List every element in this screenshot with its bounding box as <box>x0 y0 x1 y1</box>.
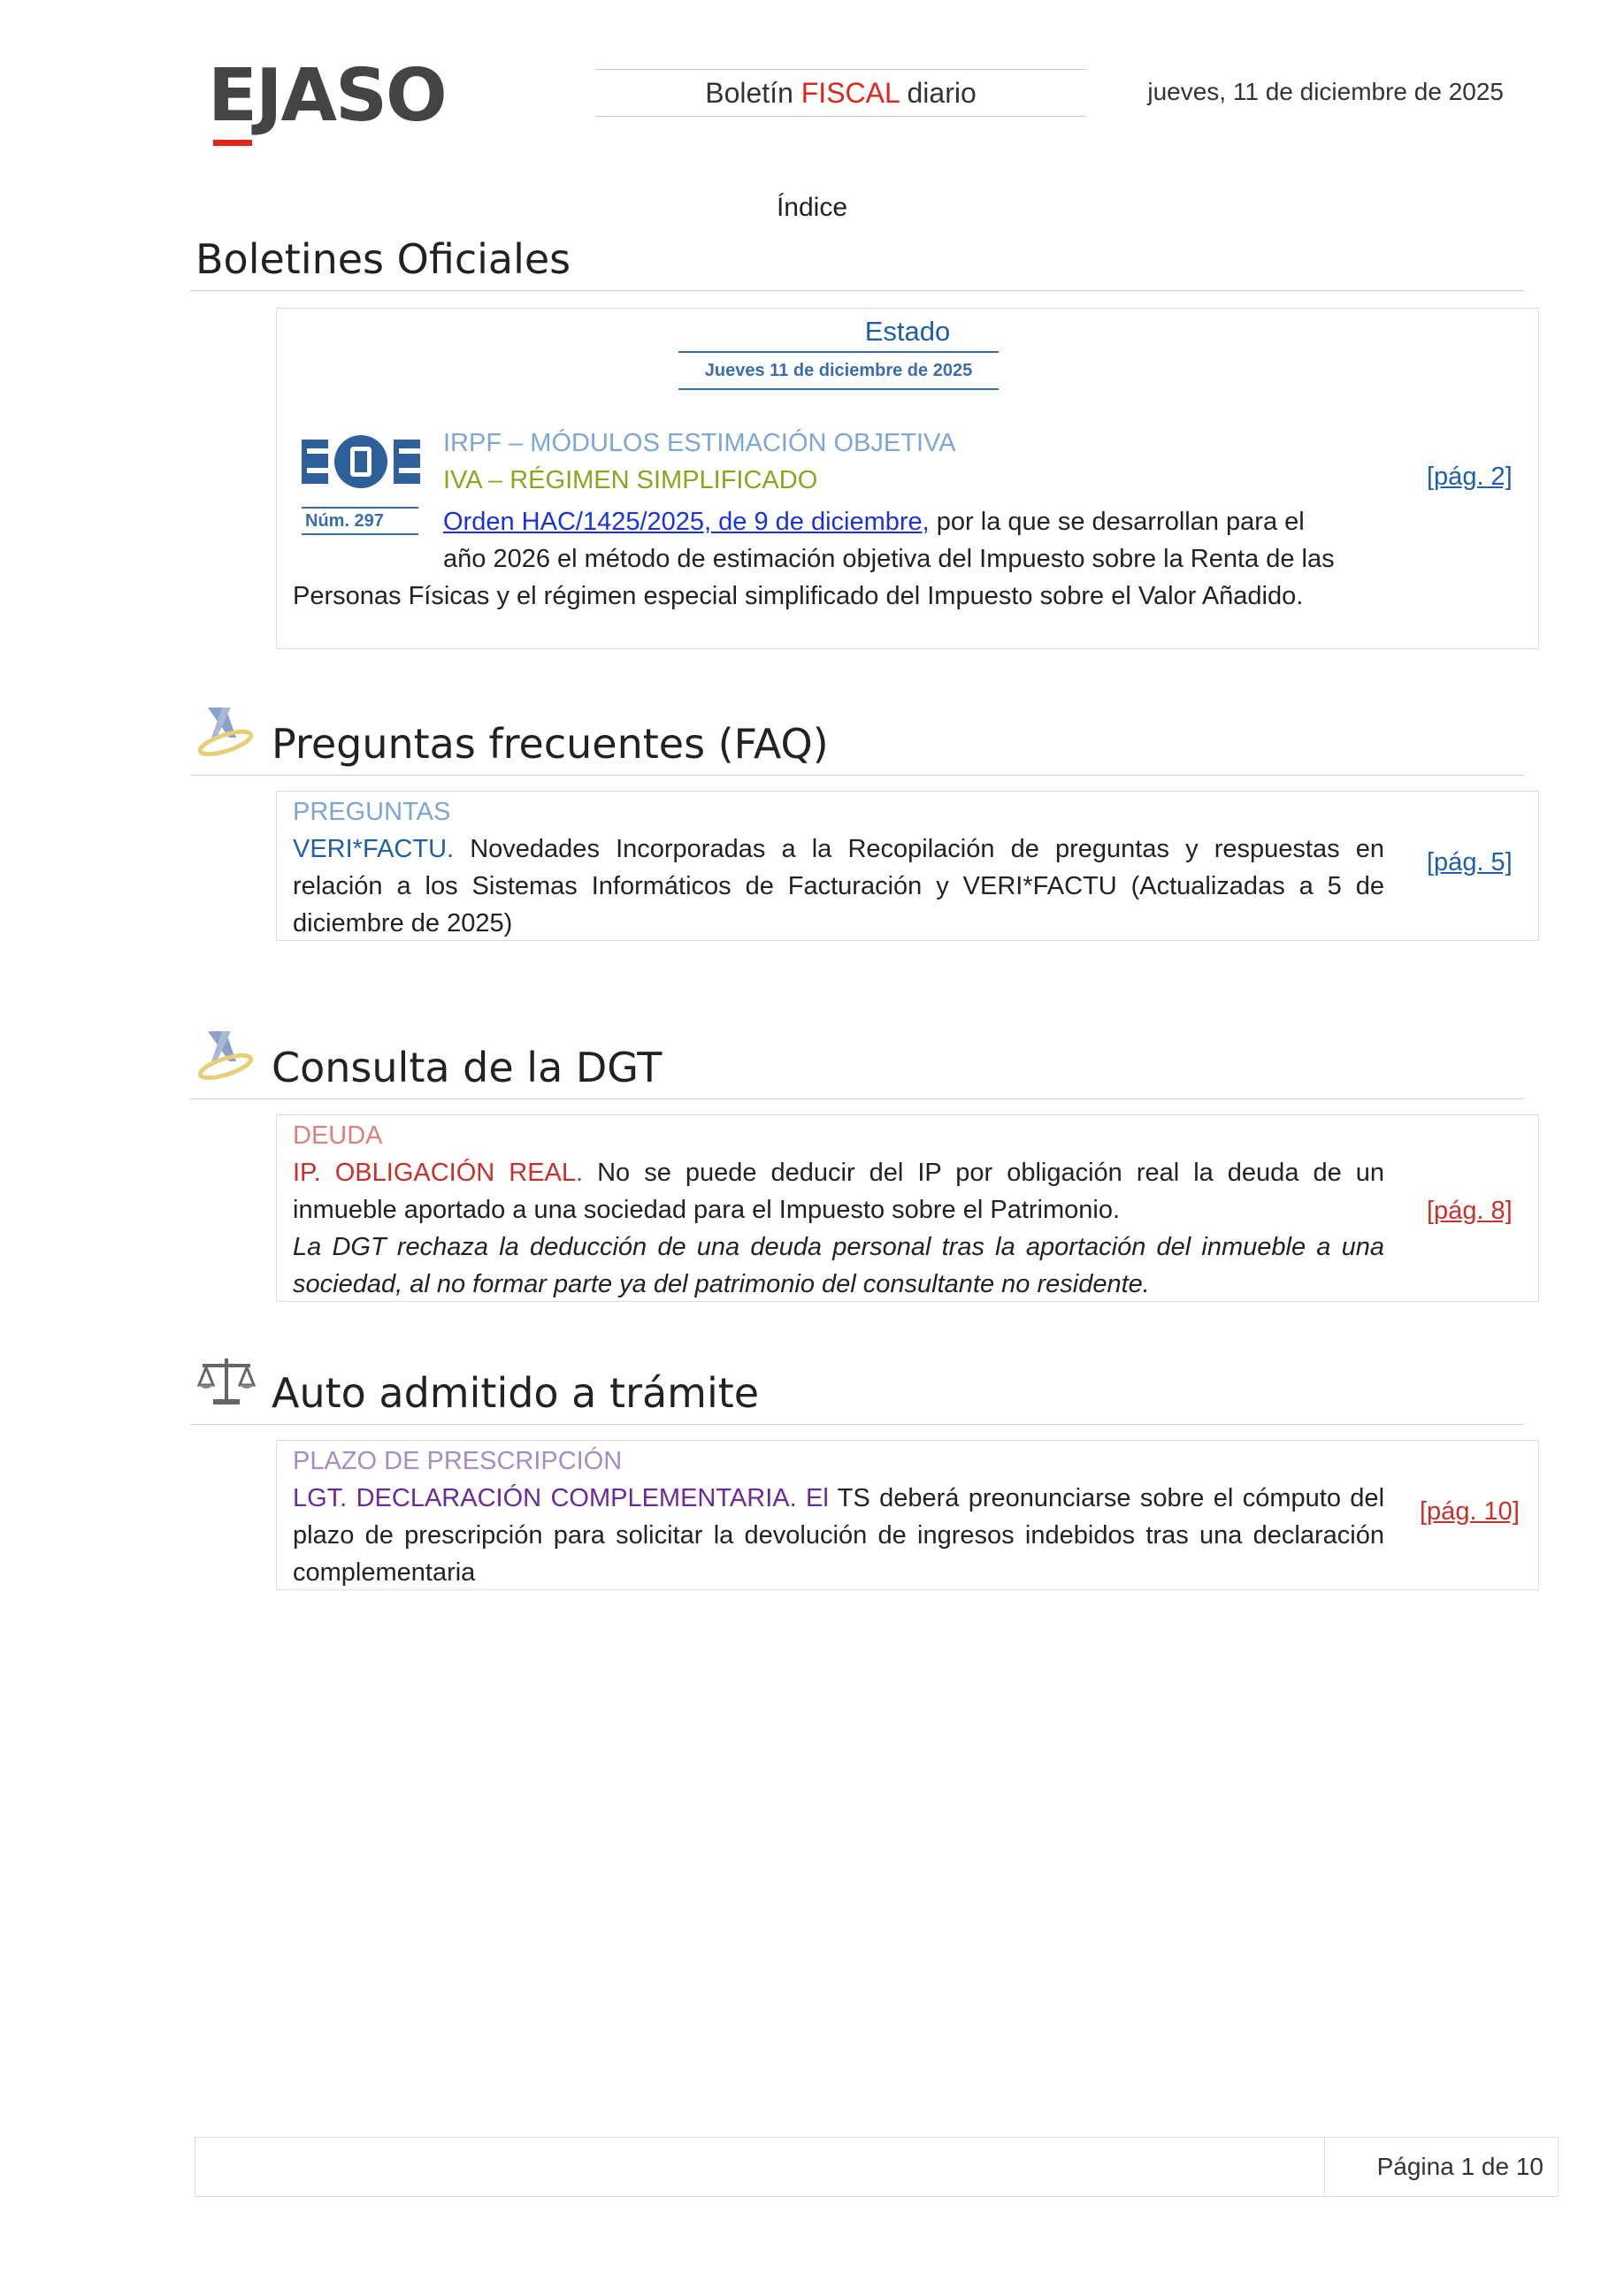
dgt-content <box>293 1117 1384 1303</box>
line-1-rest: por la que se desarrollan para el <box>929 508 1305 536</box>
dgt-italic: La DGT rechaza la deducción de una deuda personal tras la aportación del inmueble a una sociedad, al no formar parte ya del patrimonio del consultante no residente. <box>293 1233 1384 1298</box>
auto-content <box>293 1443 1384 1591</box>
logo-wordmark: EJASO <box>208 54 446 138</box>
bulletin-prefix: Boletín <box>705 77 801 109</box>
faq-box <box>276 791 1539 941</box>
estado-date: Jueves 11 de diciembre de 2025 <box>678 351 999 390</box>
line-3: Personas Físicas y el régimen especial simplificado del Impuesto sobre el Valor Añadido. <box>293 582 1304 610</box>
auto-box <box>276 1440 1539 1590</box>
scales-of-justice-icon <box>195 1351 257 1410</box>
section-auto-header <box>190 1318 1524 1425</box>
auto-lead-el: El <box>796 1484 829 1512</box>
page-ref-faq[interactable]: [pág. 5] <box>1427 848 1513 876</box>
orden-link[interactable]: Orden HAC/1425/2025, de 9 de diciembre, <box>443 508 930 536</box>
footer-box <box>195 2137 1559 2197</box>
page-number: Página 1 de 10 <box>1376 2153 1544 2180</box>
section-title: Auto admitido a trámite <box>272 1369 760 1417</box>
index-label: Índice <box>776 193 848 222</box>
ejaso-logo <box>208 54 473 149</box>
section-title: Preguntas frecuentes (FAQ) <box>272 720 829 768</box>
faq-content <box>293 793 1384 942</box>
auto-text: TS deberá preonunciarse sobre el cómputo del plazo de prescripción para solicitar la devolución de ingresos indebidos tras una declaración complementaria <box>293 1484 1385 1587</box>
faq-text: Novedades Incorporadas a la Recopilación de preguntas y respuestas en relación a los Sistemas Informáticos de Facturación y VERI*FACTU (Actualizadas a 5 de diciembre de 2025) <box>293 835 1384 938</box>
boletines-text <box>293 503 1384 615</box>
line-1 <box>293 503 1384 540</box>
section-faq-header <box>190 669 1524 776</box>
faq-category: PREGUNTAS <box>293 798 451 826</box>
estado-label: Estado <box>864 316 951 347</box>
page-ref-boletines[interactable]: [pág. 2] <box>1427 463 1513 491</box>
faq-lead: VERI*FACTU. <box>293 835 455 863</box>
boe-emblem-icon <box>300 431 422 493</box>
aeat-logo-icon <box>195 1026 257 1084</box>
auto-category: PLAZO DE PRESCRIPCIÓN <box>293 1447 623 1475</box>
label-iva: IVA – RÉGIMEN SIMPLIFICADO <box>443 466 818 494</box>
boletines-box <box>276 308 1539 649</box>
bulletin-title <box>595 69 1086 117</box>
page-ref-dgt[interactable]: [pág. 8] <box>1427 1197 1513 1225</box>
bulletin-fiscal: FISCAL <box>801 77 900 109</box>
line-2: año 2026 el método de estimación objetiva del Impuesto sobre la Renta de las <box>443 545 1335 573</box>
section-boletines-header <box>190 186 1524 291</box>
dgt-category: DEUDA <box>293 1121 383 1150</box>
section-title: Boletines Oficiales <box>195 235 571 283</box>
aeat-logo-icon <box>195 702 257 761</box>
faq-body <box>293 830 1384 942</box>
dgt-lead: IP. OBLIGACIÓN REAL. <box>293 1159 584 1187</box>
section-title: Consulta de la DGT <box>272 1044 663 1091</box>
bulletin-suffix: diario <box>899 77 977 109</box>
auto-body <box>293 1480 1384 1591</box>
dgt-body <box>293 1154 1384 1228</box>
logo-red-underline <box>213 140 252 146</box>
boe-number: Núm. 297 <box>302 507 418 535</box>
dgt-text: No se puede deducir del IP por obligación real la deuda de un inmueble aportado a una sociedad para el Impuesto sobre el Patrimonio. <box>293 1159 1385 1224</box>
page-ref-auto[interactable]: [pág. 10] <box>1420 1497 1520 1526</box>
label-irpf: IRPF – MÓDULOS ESTIMACIÓN OBJETIVA <box>443 429 956 457</box>
dgt-box <box>276 1114 1539 1302</box>
section-dgt-header <box>190 992 1524 1099</box>
header-date: jueves, 11 de diciembre de 2025 <box>1147 78 1504 105</box>
auto-lead: LGT. DECLARACIÓN COMPLEMENTARIA. <box>293 1484 797 1512</box>
